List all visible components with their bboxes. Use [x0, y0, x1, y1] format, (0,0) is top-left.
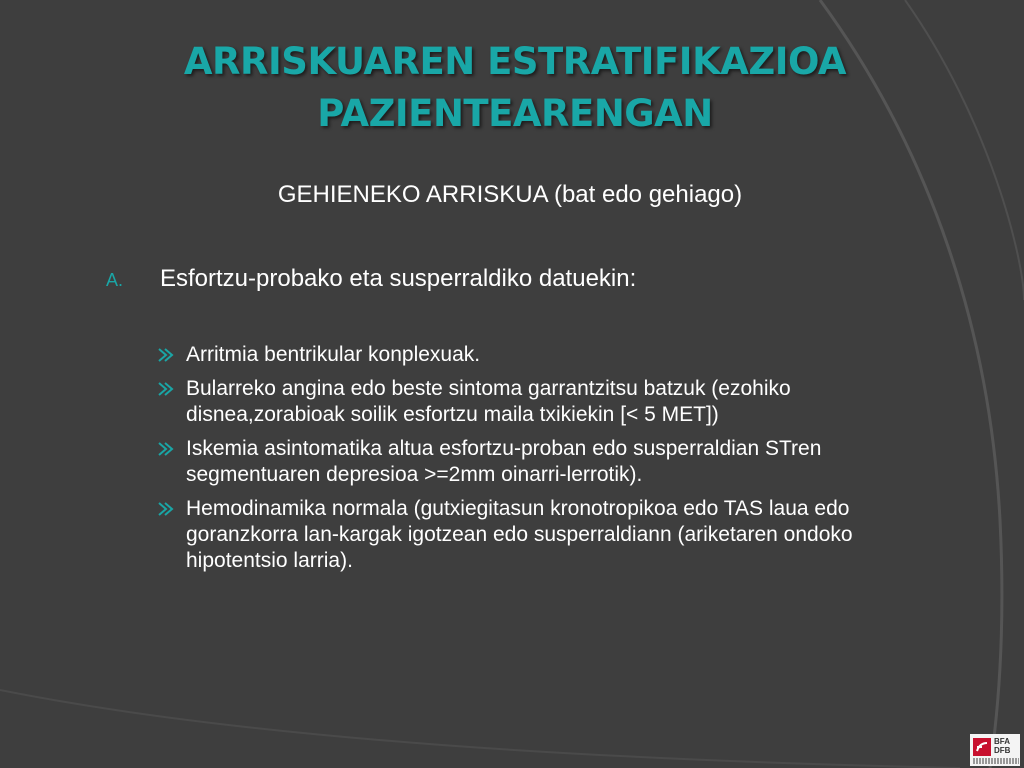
bullet-text: Hemodinamika normala (gutxiegitasun kronotropikoa edo TAS laua edo goranzkorra lan-kargak igotzean edo susperraldiann (ariketaren ondoko hipotentsio larria).	[186, 497, 853, 572]
slide-title-line2: PAZIENTEARENGAN	[317, 92, 713, 135]
arrow-bullet-icon	[158, 442, 174, 456]
list-marker-a: A.	[106, 270, 124, 290]
arrow-bullet-icon	[158, 348, 174, 362]
bullet-text: Iskemia asintomatika altua esfortzu-proban edo susperraldian STren segmentuaren depresioa >=2mm oinarri-lerrotik).	[186, 437, 822, 486]
logo-text	[994, 737, 1010, 755]
bullet-item	[158, 342, 918, 368]
bullet-list	[158, 342, 918, 582]
slide-subtitle: GEHIENEKO ARRISKUA (bat edo gehiago)	[277, 181, 743, 208]
logo-mark-icon	[973, 738, 991, 756]
bullet-text: Bularreko angina edo beste sintoma garrantzitsu batzuk (ezohiko disnea,zorabioak soilik esfortzu maila txikiekin [< 5 MET])	[186, 377, 791, 426]
list-item-a-text: Esfortzu-probako eta susperraldiko datuekin:	[160, 265, 637, 292]
bullet-item	[158, 436, 918, 488]
slide-title-line1: ARRISKUAREN ESTRATIFIKAZIOA	[183, 40, 847, 83]
logo-line2: DFB	[994, 746, 1011, 755]
arrow-bullet-icon	[158, 502, 174, 516]
bfa-dfb-logo	[970, 734, 1020, 766]
bullet-text: Arritmia bentrikular konplexuak.	[186, 343, 481, 366]
logo-line1: BFA	[994, 737, 1010, 746]
logo-small-print	[973, 758, 1019, 764]
arrow-bullet-icon	[158, 382, 174, 396]
bullet-item	[158, 376, 918, 428]
bullet-item	[158, 496, 918, 574]
list-item-a	[106, 264, 906, 295]
slide-title	[100, 36, 930, 140]
